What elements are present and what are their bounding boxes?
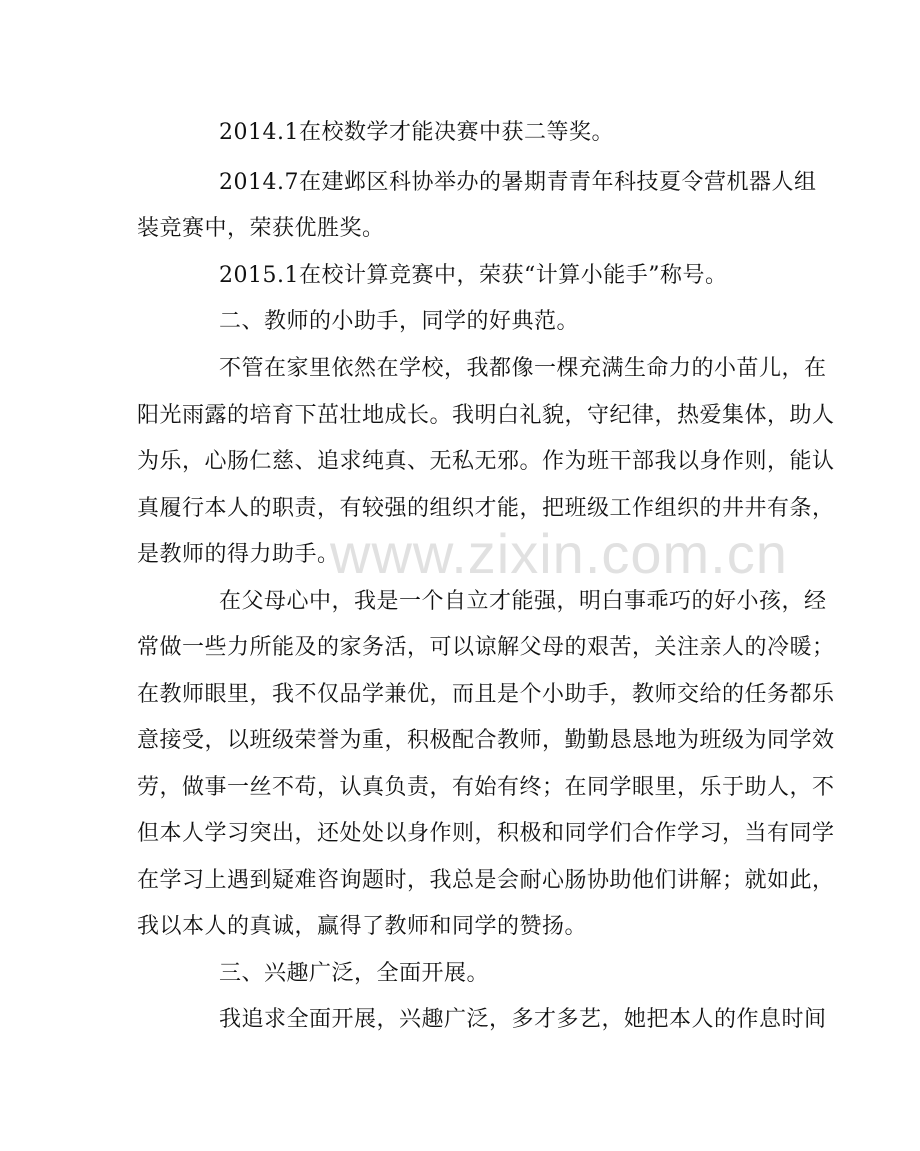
text-line: 装竞赛中，荣获优胜奖。 xyxy=(137,216,385,241)
text-line: 我追求全面开展，兴趣广泛，多才多艺，她把本人的作息时间 xyxy=(219,1007,827,1032)
text-line: 劳，做事一丝不苟，认真负责，有始有终；在同学眼里，乐于助人，不 xyxy=(137,775,835,800)
text-line: 是教师的得力助手。 xyxy=(137,542,340,567)
text-line: 我以本人的真诚，赢得了教师和同学的赞扬。 xyxy=(137,914,588,939)
text-line: 阳光雨露的培育下茁壮地成长。我明白礼貌，守纪律，热爱集体，助人 xyxy=(137,403,835,428)
text-line: 2015.1在校计算竞赛中，荣获“计算小能手”称号。 xyxy=(219,263,728,288)
text-line: 真履行本人的职责，有较强的组织才能，把班级工作组织的井井有条， xyxy=(137,496,835,521)
text-line: 在教师眼里，我不仅品学兼优，而且是个小助手，教师交给的任务都乐 xyxy=(137,682,835,707)
text-line: 在学习上遇到疑难咨询题时，我总是会耐心肠协助他们讲解；就如此， xyxy=(137,868,835,893)
text-line: 2014.7在建邺区科协举办的暑期青青年科技夏令营机器人组 xyxy=(219,170,817,195)
text-line: 在父母心中，我是一个自立才能强，明白事乖巧的好小孩，经 xyxy=(219,589,827,614)
watermark: www.zixin.com.cn xyxy=(330,522,788,585)
text-line: 不管在家里依然在学校，我都像一棵充满生命力的小苗儿，在 xyxy=(219,356,827,381)
text-line: 意接受，以班级荣誉为重，积极配合教师，勤勤恳恳地为班级为同学效 xyxy=(137,728,835,753)
text-line: 2014.1在校数学才能决赛中获二等奖。 xyxy=(219,120,614,145)
text-line: 为乐，心肠仁慈、追求纯真、无私无邪。作为班干部我以身作则，能认 xyxy=(137,449,835,474)
section-heading: 二、教师的小助手，同学的好典范。 xyxy=(219,309,580,334)
text-line: 常做一些力所能及的家务活，可以谅解父母的艰苦，关注亲人的冷暖； xyxy=(137,635,835,660)
section-heading: 三、兴趣广泛，全面开展。 xyxy=(219,961,490,986)
text-line: 但本人学习突出，还处处以身作则，积极和同学们合作学习，当有同学 xyxy=(137,821,835,846)
